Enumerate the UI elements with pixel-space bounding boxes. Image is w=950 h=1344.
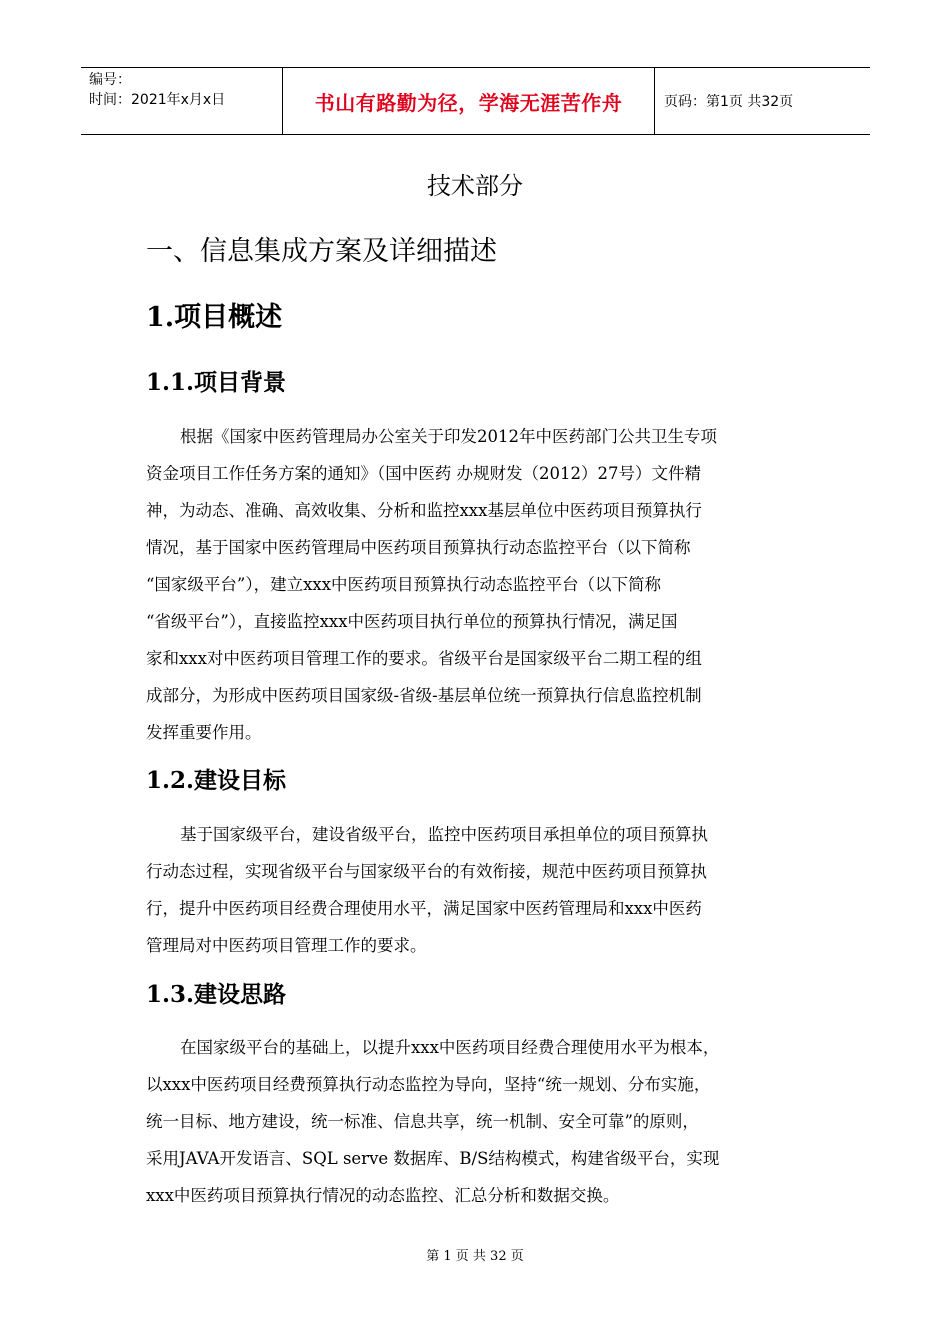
text-line: 神，为动态、准确、高效收集、分析和监控xxx基层单位中医药项目预算执行 <box>146 501 702 520</box>
number-label: 编号： <box>89 72 131 88</box>
text-line: 资金项目工作任务方案的通知》（国中医药 办规财发（2012）27号）文件精 <box>146 464 701 483</box>
text-line: 成部分，为形成中医药项目国家级-省级-基层单位统一预算执行信息监控机制 <box>146 686 702 705</box>
heading-project-background: 1.1.项目背景 <box>146 369 287 396</box>
paragraph-construction-approach <box>146 1029 814 1214</box>
text-line: 发挥重要作用。 <box>146 723 262 742</box>
text-line: “国家级平台”），建立xxx中医药项目预算执行动态监控平台（以下简称 <box>146 575 662 594</box>
text-line: 管理局对中医药项目管理工作的要求。 <box>146 936 427 955</box>
header-page-label: 页码：第1页 共32页 <box>664 94 794 110</box>
section-title: 一、信息集成方案及详细描述 <box>146 236 497 267</box>
text-line: “省级平台”），直接监控xxx中医药项目执行单位的预算执行情况，满足国 <box>146 612 678 631</box>
text-line: 情况，基于国家中医药管理局中医药项目预算执行动态监控平台（以下简称 <box>146 538 691 557</box>
heading-construction-approach: 1.3.建设思路 <box>146 981 287 1008</box>
text-line: 在国家级平台的基础上，以提升xxx中医药项目经费合理使用水平为根本， <box>180 1038 720 1057</box>
text-line: 行，提升中医药项目经费合理使用水平，满足国家中医药管理局和xxx中医药 <box>146 899 702 918</box>
text-line: 家和xxx对中医药项目管理工作的要求。省级平台是国家级平台二期工程的组 <box>146 649 702 668</box>
chapter-title: 1.项目概述 <box>146 302 283 333</box>
header-motto: 书山有路勤为径，学海无涯苦作舟 <box>282 68 655 134</box>
text-line: 根据《国家中医药管理局办公室关于印发2012年中医药部门公共卫生专项 <box>180 427 717 446</box>
paragraph-construction-goal <box>146 816 814 964</box>
time-label: 时间：2021年x月x日 <box>89 92 226 108</box>
header-left-cell <box>81 68 282 134</box>
text-line: 行动态过程，实现省级平台与国家级平台的有效衔接，规范中医药项目预算执 <box>146 862 707 881</box>
text-line: 采用JAVA开发语言、SQL serve 数据库、B/S结构模式，构建省级平台，实现 <box>146 1149 720 1168</box>
text-line: 以xxx中医药项目经费预算执行动态监控为导向，坚持“统一规划、分布实施， <box>146 1075 711 1094</box>
page-header <box>81 67 870 135</box>
page-footer: 第 1 页 共 32 页 <box>426 1249 524 1264</box>
doc-title: 技术部分 <box>427 172 523 200</box>
text-line: 统一目标、地方建设，统一标准、信息共享，统一机制、安全可靠”的原则， <box>146 1112 699 1131</box>
heading-construction-goal: 1.2.建设目标 <box>146 767 287 794</box>
text-line: 基于国家级平台，建设省级平台，监控中医药项目承担单位的项目预算执 <box>180 825 708 844</box>
text-line: xxx中医药项目预算执行情况的动态监控、汇总分析和数据交换。 <box>146 1186 620 1205</box>
paragraph-project-background <box>146 418 814 751</box>
